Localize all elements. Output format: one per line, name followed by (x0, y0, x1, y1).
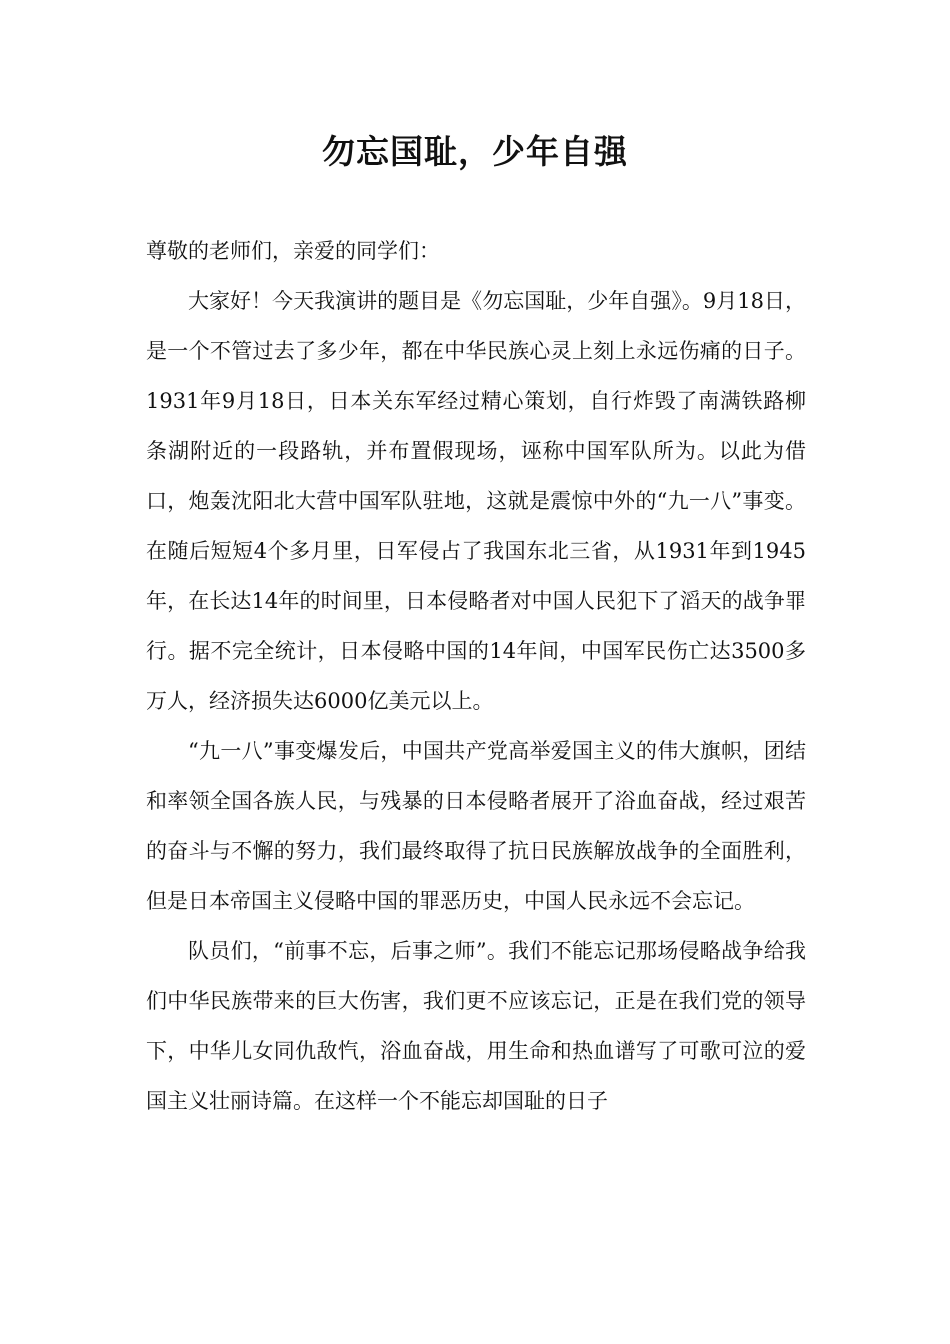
salutation: 尊敬的老师们，亲爱的同学们： (146, 239, 440, 263)
paragraph-3: 队员们，“前事不忘，后事之师”。我们不能忘记那场侵略战争给我们中华民族带来的巨大伤害，我们更不应该忘记，正是在我们党的领导下，中华儿女同仇敌忾，浴血奋战，用生命和热血谱写了可歌可泣的爱国主义壮丽诗篇。在这样一个不能忘却国耻的日子 (146, 939, 806, 1113)
document-title: 勿忘国耻，少年自强 (322, 132, 628, 171)
document-body (146, 226, 806, 1126)
paragraph-1: 大家好！今天我演讲的题目是《勿忘国耻，少年自强》。9月18日，是一个不管过去了多少年，都在中华民族心灵上刻上永远伤痛的日子。1931年9月18日，日本关东军经过精心策划，自行炸毁了南满铁路柳条湖附近的一段路轨，并布置假现场，诬称中国军队所为。以此为借口，炮轰沈阳北大营中国军队驻地，这就是震惊中外的“九一八”事变。在随后短短4个多月里，日军侵占了我国东北三省，从1931年到1945年，在长达14年的时间里，日本侵略者对中国人民犯下了滔天的战争罪行。据不完全统计，日本侵略中国的14年间，中国军民伤亡达3500多万人，经济损失达6000亿美元以上。 (146, 289, 806, 713)
paragraph-2: “九一八”事变爆发后，中国共产党高举爱国主义的伟大旗帜，团结和率领全国各族人民，与残暴的日本侵略者展开了浴血奋战，经过艰苦的奋斗与不懈的努力，我们最终取得了抗日民族解放战争的全面胜利，但是日本帝国主义侵略中国的罪恶历史，中国人民永远不会忘记。 (146, 739, 806, 913)
